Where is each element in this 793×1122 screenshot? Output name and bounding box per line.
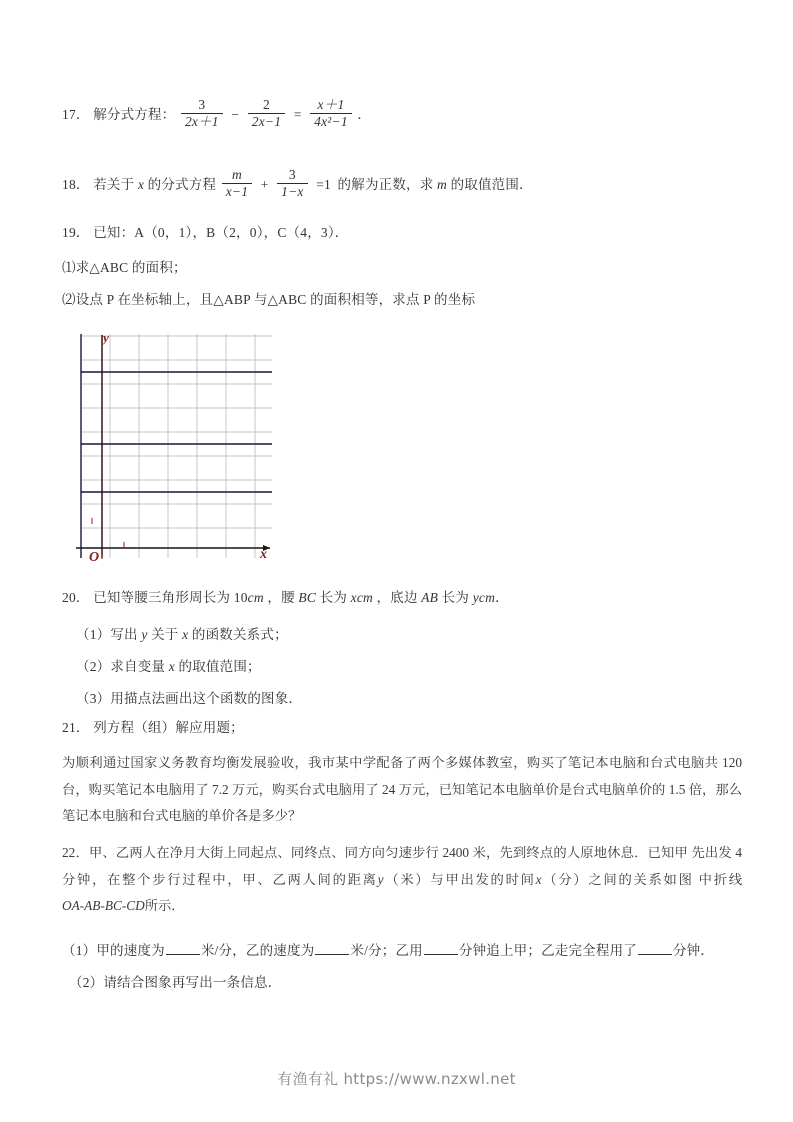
answer-blank-catchup-minutes[interactable]: [424, 941, 458, 955]
q22-p1-e: 分钟．: [672, 943, 715, 958]
question-17-number: 17．: [62, 106, 90, 122]
answer-blank-speed-yi[interactable]: [315, 941, 349, 955]
question-18: [62, 168, 533, 199]
q20-text-a: 已知等腰三角形周长为: [93, 590, 231, 605]
q20-p1-var-x: x: [182, 627, 189, 642]
question-21-body: 为顺利通过国家义务教育均衡发展验收，我市某中学配备了两个多媒体教室，购买了笔记本电脑和台式电脑共 120 台，购买笔记本电脑用了 7.2 万元，购买台式电脑用了 24 万元，已知笔记本电脑单价是台式电脑单价的 1.5 倍，那么笔记本电脑和台式电脑的单价各是多少？: [62, 755, 742, 824]
question-17-prompt: 解分式方程：: [93, 106, 176, 122]
question-22-var-x: x: [535, 871, 542, 887]
question-20: [62, 588, 509, 608]
question-18-variable-m: m: [437, 176, 447, 192]
question-22-line-2-pre: 先出发 4 分钟，在整个步行过程中，甲、乙两人间的距离: [62, 845, 742, 887]
q20-variable-x: x: [350, 590, 357, 605]
fraction-3-over-1-minus-x: $\frac{3}{1-x}$: [277, 168, 307, 199]
question-17-period: ．: [357, 106, 372, 122]
q20-unit-cm-2: cm: [356, 590, 373, 605]
q22-p1-d: 分钟追上甲；乙走完全程用了: [458, 943, 637, 958]
question-22-part-1: [62, 941, 714, 961]
question-21: [62, 718, 244, 738]
question-17-equation: [179, 97, 357, 130]
answer-blank-total-minutes[interactable]: [638, 941, 672, 955]
question-21-title: 列方程（组）解应用题；: [93, 720, 244, 735]
question-17: [62, 98, 371, 129]
q20-text-f: ．: [495, 590, 509, 605]
coordinate-grid-svg: [72, 330, 287, 562]
q20-p2-var-x: x: [168, 659, 175, 674]
fraction-3-over-2x-plus-1: $\frac{3}{2x+1}$: [181, 98, 223, 129]
question-18-variable-x: x: [137, 176, 145, 192]
q20-unit-cm-3: cm: [478, 590, 496, 605]
q20-text-c: 长为: [319, 590, 348, 605]
question-22-number: 22．: [62, 845, 89, 860]
q20-unit-cm-1: cm: [247, 590, 264, 605]
question-22: [62, 840, 742, 920]
question-19-part-2: ⑵设点 P 在坐标轴上，且△ABP 与△ABC 的面积相等，求点 P 的坐标: [62, 292, 476, 307]
y-axis-label: y: [103, 330, 109, 345]
equals-one: =1: [316, 176, 331, 192]
question-18-text-after: 的解为正数，求: [337, 176, 434, 192]
coordinate-grid-figure: [72, 330, 287, 562]
q20-p1-pre: （1）写出: [76, 627, 138, 642]
origin-label: O: [89, 550, 100, 562]
answer-blank-speed-jia[interactable]: [166, 941, 200, 955]
fraction-m-over-x-minus-1: $\frac{m}{x-1}$: [222, 168, 252, 199]
question-20-part-3: （3）用描点法画出这个函数的图象．: [76, 691, 303, 706]
q22-p1-a: （1）甲的速度为: [62, 943, 165, 958]
q20-p1-var-y: y: [141, 627, 148, 642]
question-20-part-1: [76, 625, 288, 645]
question-20-number: 20．: [62, 590, 90, 605]
q20-text-b: ，腰: [267, 590, 295, 605]
question-18-number: 18．: [62, 176, 90, 192]
question-19: [62, 223, 349, 243]
equals-operator: =: [293, 106, 302, 122]
q20-p1-mid: 关于: [151, 627, 179, 642]
q20-segment-ab: AB: [421, 590, 439, 605]
q20-text-e: 长为: [441, 590, 470, 605]
question-18-text-mid: 的分式方程: [147, 176, 217, 192]
question-19-stem: 已知：A（0，1），B（2，0），C（4，3）．: [93, 225, 349, 240]
question-21-number: 21．: [62, 720, 90, 735]
question-22-line-1: 甲、乙两人在净月大街上同起点、同终点、同方向匀速步行 2400 米，先到终点的人原地休息．已知甲: [88, 845, 688, 860]
q20-segment-bc: BC: [298, 590, 317, 605]
q22-p1-c: 米/分；乙用: [350, 943, 423, 958]
question-19-number: 19．: [62, 225, 90, 240]
question-22-line-2-mid: （米）与甲出发的时间: [383, 871, 536, 887]
q22-p1-b: 米/分，乙的速度为: [200, 943, 315, 958]
question-22-line-3-post: 所示．: [144, 898, 185, 914]
question-18-equation: [220, 167, 338, 200]
q20-p1-post: 的函数关系式；: [191, 627, 288, 642]
question-18-text-end: 的取值范围．: [450, 176, 533, 192]
x-axis-label: x: [260, 547, 267, 562]
fraction-2-over-2x-minus-1: $\frac{2}{2x-1}$: [248, 98, 285, 129]
q20-p2-pre: （2）求自变量: [76, 659, 166, 674]
question-22-line-2-post: （分）之间的关系如图: [541, 871, 694, 887]
q20-text-d: ，底边: [376, 590, 418, 605]
question-19-part-1: ⑴求△ABC 的面积；: [62, 260, 187, 275]
question-22-var-y: y: [377, 871, 384, 887]
question-20-part-2: [76, 657, 261, 677]
q20-p2-post: 的取值范围；: [178, 659, 261, 674]
footer-watermark: 有渔有礼 https://www.nzxwl.net: [277, 1070, 516, 1088]
grid-minor-vertical: [81, 334, 255, 558]
fraction-x-plus-1-over-4x2-minus-1: $\frac{x+1}{\text{4x²−1}}$: [310, 98, 352, 129]
q20-length-value: 10: [233, 590, 248, 605]
question-22-polyline: OA‑AB‑BC‑CD: [62, 898, 145, 914]
question-18-text-before: 若关于: [93, 176, 135, 192]
question-22-part-2: （2）请结合图象再写出一条信息．: [69, 975, 282, 990]
minus-operator: −: [231, 106, 240, 122]
q20-variable-y: y: [472, 590, 479, 605]
plus-operator: +: [260, 176, 269, 192]
question-22-line-3-pre: 中折线: [698, 871, 743, 887]
